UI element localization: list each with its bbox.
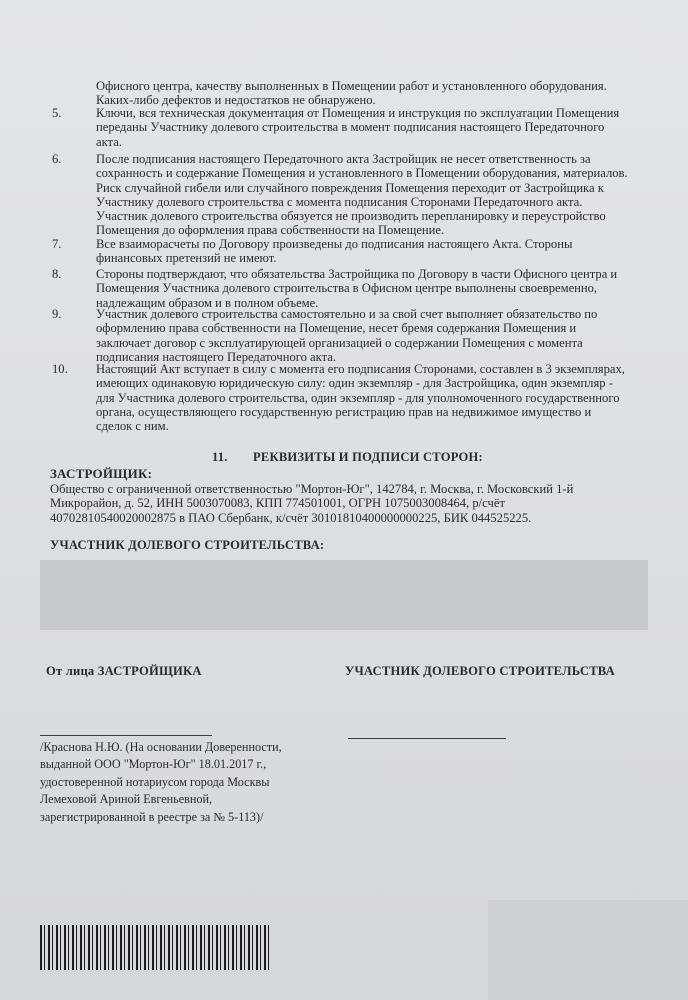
text-line: Общество с ограниченной ответственностью "Мортон-Юг", 142784, г. Москва, г. Московский 1-й: [50, 482, 574, 496]
text-line: сделок с ним.: [96, 419, 169, 434]
text-line: Помещения Участника долевого строительства в Офисном центре выполнены своевременно,: [96, 281, 598, 296]
item-8-text: [96, 267, 644, 310]
developer-signature-title: От лица ЗАСТРОЙЩИКА: [46, 664, 202, 678]
item-9-text: [96, 307, 644, 364]
text-line: Настоящий Акт вступает в силу с момента его подписания Сторонами, составлен в 3 экземплярах,: [96, 362, 625, 376]
barcode: [40, 925, 270, 970]
participant-label: УЧАСТНИК ДОЛЕВОГО СТРОИТЕЛЬСТВА:: [50, 538, 325, 552]
text-line: сохранность и содержание Помещения и установленного в Помещении оборудования, материалов.: [96, 166, 628, 181]
text-line: Помещения до оформления права собственности на Помещение.: [96, 223, 445, 238]
text-line: удостоверенной нотариусом города Москвы: [40, 774, 270, 789]
text-line: /Краснова Н.Ю. (На основании Доверенности,: [40, 740, 282, 754]
text-line: подписания настоящего Передаточного акта.: [96, 349, 336, 364]
text-line: Участник долевого строительства обязуется не производить перепланировку и переустройство: [96, 209, 606, 224]
participant-signature-title: УЧАСТНИК ДОЛЕВОГО СТРОИТЕЛЬСТВА: [345, 664, 615, 678]
text-line: зарегистрированной в реестре за № 5-113)/: [40, 809, 264, 824]
text-line: Риск случайной гибели или случайного повреждения Помещения переходит от Застройщика к: [96, 180, 604, 195]
section-title: РЕКВИЗИТЫ И ПОДПИСИ СТОРОН:: [253, 450, 483, 464]
text-line: После подписания настоящего Передаточного акта Застройщик не несет ответственность за: [96, 152, 591, 166]
text-line: Микрорайон, д. 52, ИНН 5003070083, КПП 774501001, ОГРН 1075003008464, р/счёт: [50, 496, 505, 511]
redacted-block: [40, 560, 648, 630]
text-line: органа, осуществляющего государственную регистрацию прав на недвижимое имущество и: [96, 404, 592, 419]
item-number: 8.: [52, 267, 62, 281]
text-line: Стороны подтверждают, что обязательства Застройщика по Договору в части Офисного центра и: [96, 267, 618, 281]
text-line: Участнику долевого строительства с момента подписания Сторонами Передаточного акта.: [96, 194, 583, 209]
item-number: 5.: [52, 106, 62, 120]
text-line: переданы Участнику долевого строительства в момент подписания настоящего Передаточного: [96, 120, 605, 135]
page-shadow: [488, 900, 688, 1000]
text-line: надлежащим образом и в полном объеме.: [96, 295, 319, 310]
item-number: 10.: [52, 362, 68, 376]
text-line: оформлению права собственности на Помещение, несет бремя содержания Помещения и: [96, 321, 577, 336]
participant-signature-line: [348, 738, 506, 739]
intro-line: Каких-либо дефектов и недостатков не обнаружено.: [96, 93, 376, 108]
item-6-text: [96, 152, 644, 238]
text-line: Все взаиморасчеты по Договору произведены до подписания настоящего Акта. Стороны: [96, 237, 573, 251]
text-line: для Участника долевого строительства, один экземпляр - для уполномоченного государственного: [96, 390, 620, 405]
intro-line: Офисного центра, качеству выполненных в Помещении работ и установленного оборудования.: [96, 79, 607, 93]
item-number: 9.: [52, 307, 62, 321]
text-line: Лемеховой Ариной Евгеньевной,: [40, 792, 213, 807]
developer-label: ЗАСТРОЙЩИК:: [50, 466, 153, 481]
section-number: 11.: [212, 450, 228, 464]
developer-signatory: [40, 739, 330, 826]
item-5-text: [96, 106, 644, 149]
item-number: 7.: [52, 237, 62, 251]
text-line: 40702810540020002875 в ПАО Сбербанк, к/счёт 30101810400000000225, БИК 044525225.: [50, 510, 532, 525]
item-7-text: [96, 237, 644, 266]
text-line: Участник долевого строительства самостоятельно и за свой счет выполняет обязательство по: [96, 307, 598, 321]
developer-signature-line: [40, 735, 212, 736]
intro-paragraph: [96, 79, 644, 108]
developer-details: [50, 482, 644, 525]
text-line: Ключи, вся техническая документация от Помещения и инструкция по эксплуатации Помещения: [96, 106, 620, 120]
item-10-text: [96, 362, 644, 433]
text-line: имеющих одинаковую юридическую силу: один экземпляр - для Застройщика, один экземпляр -: [96, 376, 613, 391]
item-number: 6.: [52, 152, 62, 166]
text-line: финансовых претензий не имеют.: [96, 251, 277, 266]
text-line: акта.: [96, 134, 122, 149]
text-line: заключает договор с эксплуатирующей организацией о содержании Помещения с момента: [96, 335, 583, 350]
text-line: выданной ООО "Мортон-Юг" 18.01.2017 г.,: [40, 757, 267, 772]
